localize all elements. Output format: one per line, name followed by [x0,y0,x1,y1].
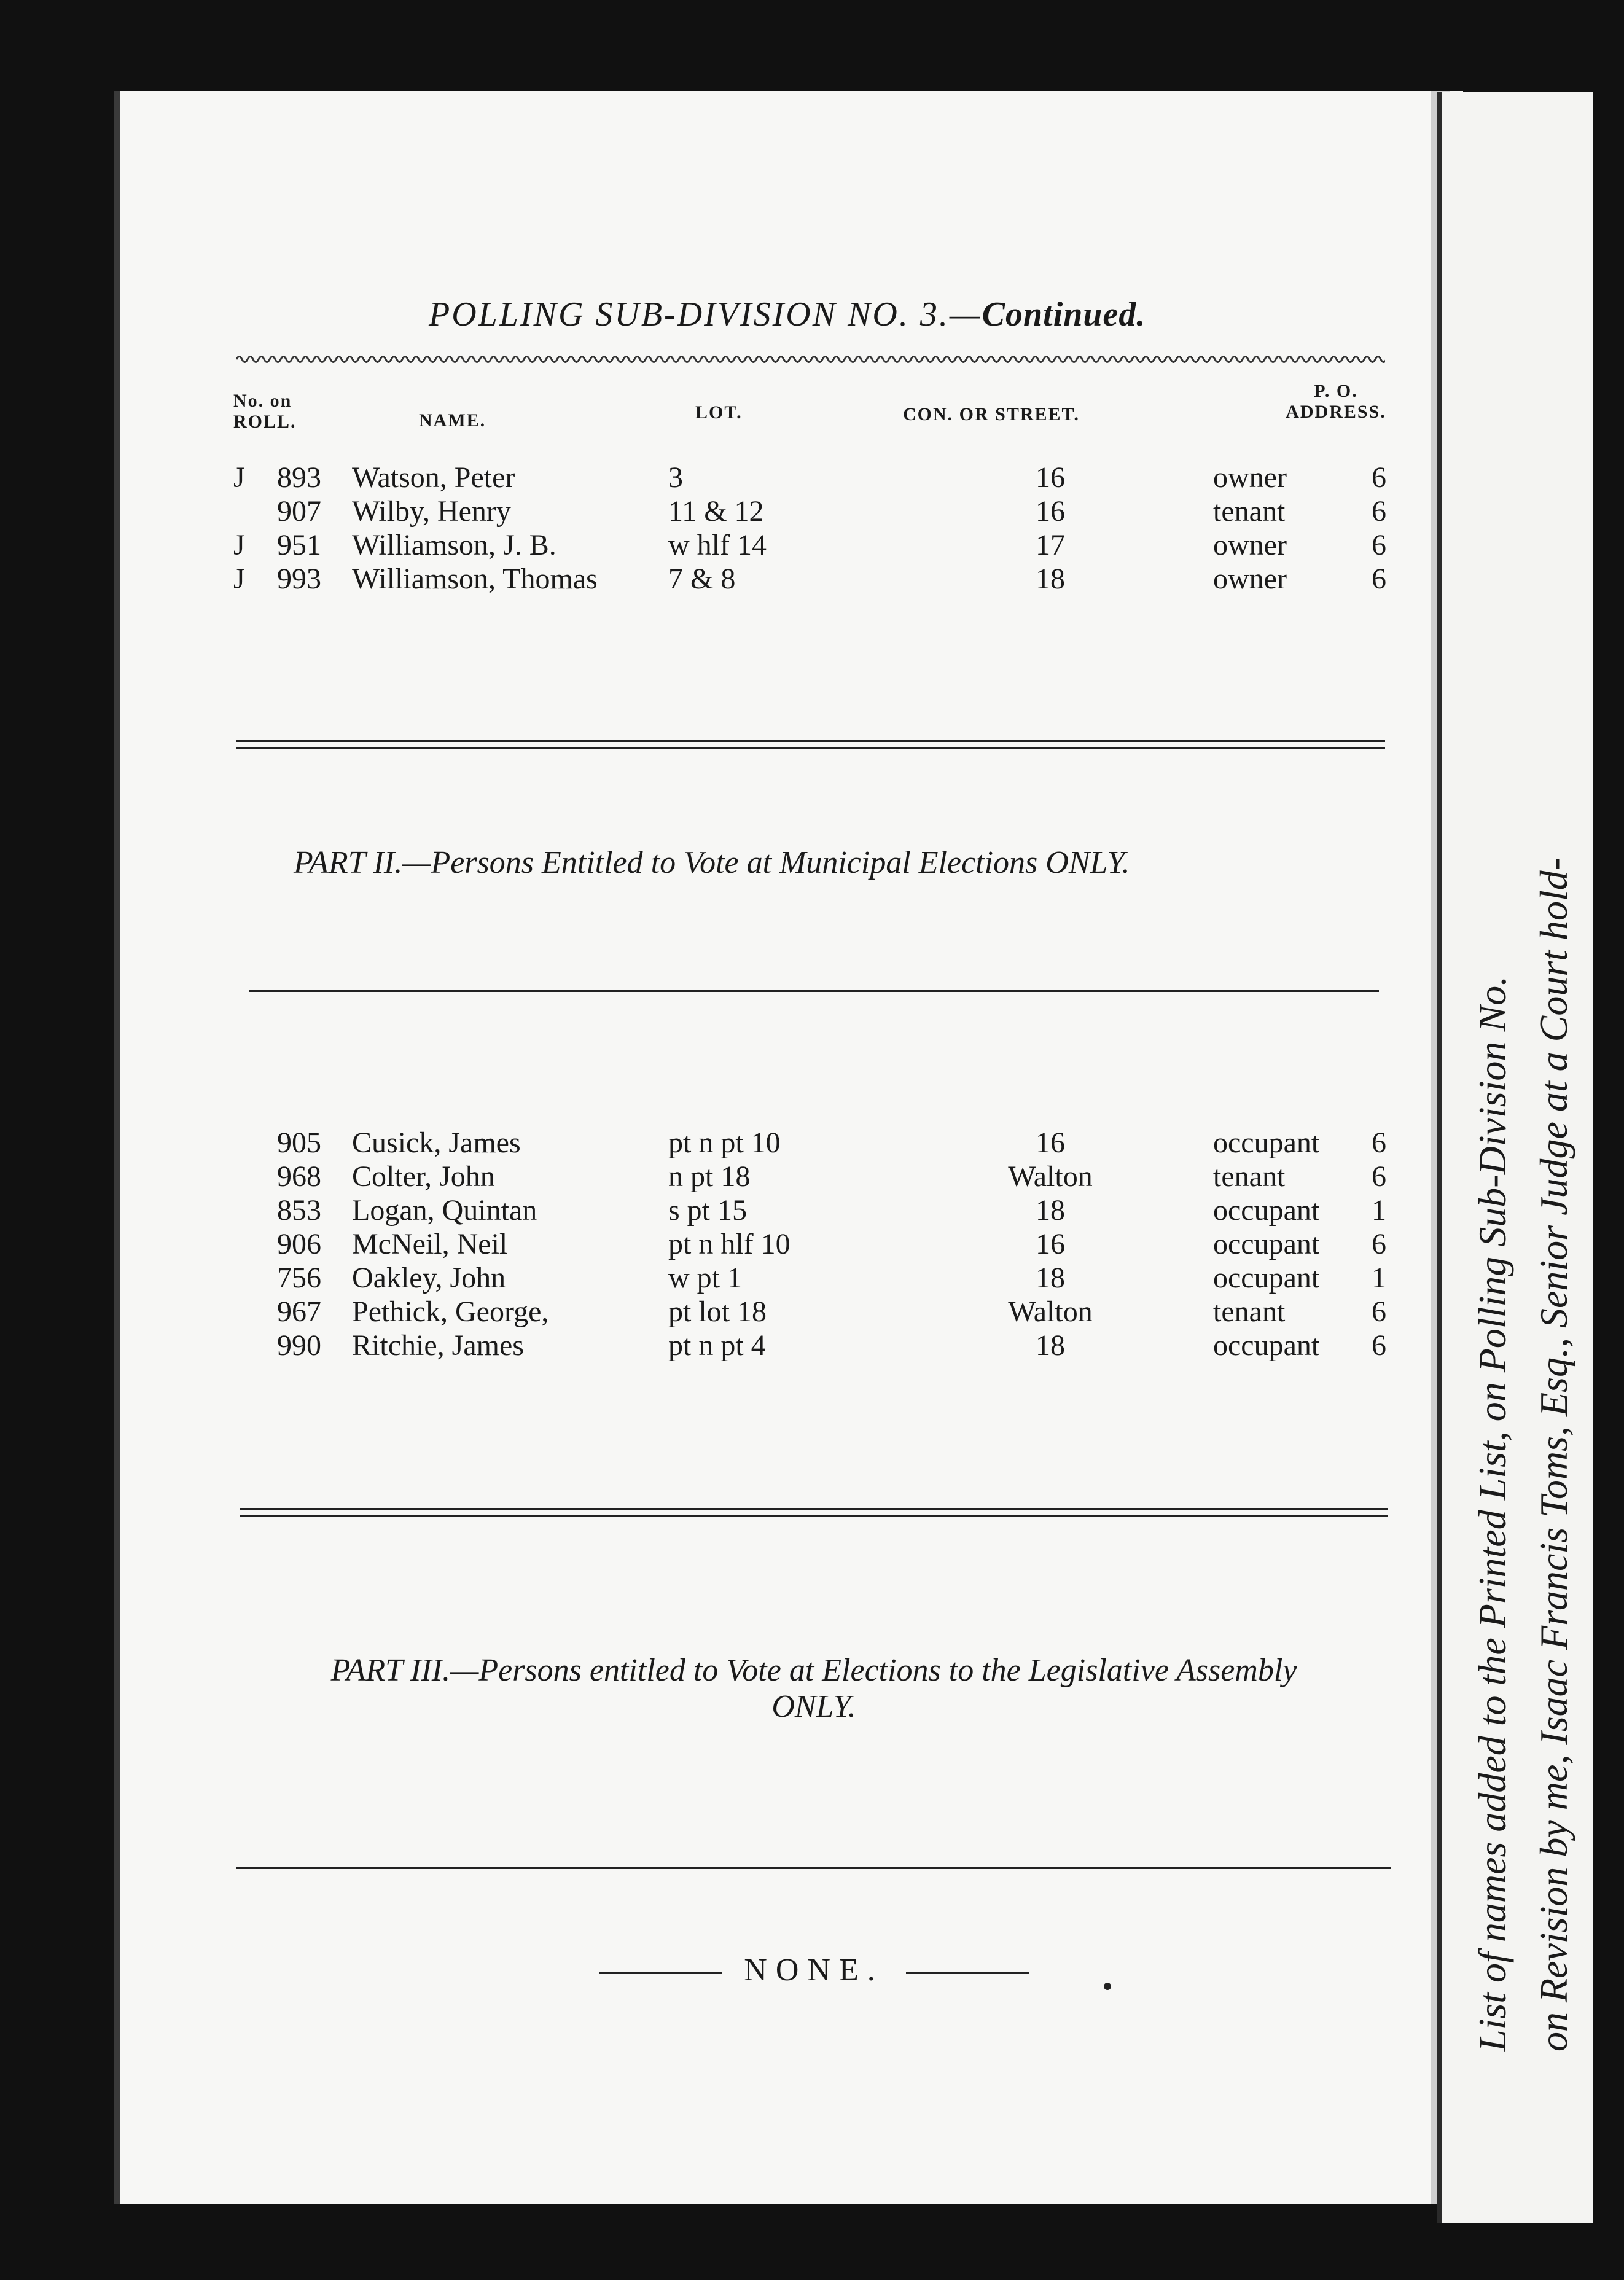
header-roll [233,391,301,432]
voter-name: Cusick, James [352,1126,521,1159]
status-cell: occupant [1213,1329,1320,1362]
side-rotated-text [1462,25,1603,2052]
lot-cell: pt n hlf 10 [668,1228,791,1260]
status-cell: owner [1213,461,1287,494]
roll-number: 906 [277,1228,321,1260]
double-rule-2 [240,1508,1388,1517]
po-address-cell: 6 [1372,461,1386,494]
voter-name: Williamson, Thomas [352,563,598,595]
status-cell: owner [1213,529,1287,561]
lot-cell: pt n pt 4 [668,1329,766,1362]
status-cell: occupant [1213,1126,1320,1159]
roll-number: 967 [277,1295,321,1328]
po-address-cell: 6 [1372,1228,1386,1260]
lot-cell: 7 & 8 [668,563,736,595]
header-name: NAME. [419,410,486,431]
roll-number: 905 [277,1126,321,1159]
po-address-cell: 6 [1372,495,1386,528]
po-address-cell: 6 [1372,563,1386,595]
part3-heading [233,1652,1394,1725]
con-cell: 18 [1036,1329,1065,1362]
voter-name: Pethick, George, [352,1295,549,1328]
roll-number: 853 [277,1194,321,1227]
header-po-label: P. O. ADDRESS. [1286,381,1386,422]
header-roll-label: No. on ROLL. [233,391,297,432]
po-address-cell: 1 [1372,1262,1386,1294]
roll-number: 968 [277,1160,321,1193]
lot-cell: 11 & 12 [668,495,764,528]
status-cell: occupant [1213,1228,1320,1260]
po-address-cell: 6 [1372,1295,1386,1328]
voter-name: Wilby, Henry [352,495,511,528]
lot-cell: n pt 18 [668,1160,751,1193]
double-rule-1 [236,740,1385,749]
roll-number: 993 [277,563,321,595]
roll-prefix: J [233,529,245,561]
con-cell: Walton [1008,1295,1093,1328]
con-cell: 16 [1036,1126,1065,1159]
header-lot: LOT. [695,402,743,423]
roll-number: 907 [277,495,321,528]
page-title [429,295,1146,334]
side-line-2: on Revision by me, Isaac Francis Toms, Esq., Senior Judge at a Court hold- [1532,857,1575,2052]
roll-number: 951 [277,529,321,561]
roll-number: 756 [277,1262,321,1294]
part3-heading-line2: ONLY. [771,1689,856,1724]
voter-name: McNeil, Neil [352,1228,508,1260]
con-cell: 16 [1036,1228,1065,1260]
none-text: NONE. [599,1952,1029,1988]
con-cell: 16 [1036,495,1065,528]
lot-cell: 3 [668,461,683,494]
title-continued: Continued. [982,295,1146,334]
po-address-cell: 6 [1372,1160,1386,1193]
voter-name: Watson, Peter [352,461,515,494]
roll-number: 990 [277,1329,321,1362]
roll-number: 893 [277,461,321,494]
con-cell: 16 [1036,461,1065,494]
roll-prefix: J [233,461,245,494]
part2-heading: PART II.—Persons Entitled to Vote at Municipal Elections ONLY. [294,845,1130,880]
lot-cell: pt n pt 10 [668,1126,781,1159]
voter-name: Ritchie, James [352,1329,524,1362]
status-cell: tenant [1213,1160,1286,1193]
voter-name: Colter, John [352,1160,495,1193]
po-address-cell: 6 [1372,1329,1386,1362]
title-main: POLLING SUB-DIVISION NO. 3.— [429,295,982,334]
con-cell: 18 [1036,563,1065,595]
con-cell: Walton [1008,1160,1093,1193]
voter-name: Logan, Quintan [352,1194,537,1227]
status-cell: tenant [1213,495,1286,528]
side-line-1: List of names added to the Printed List, on Polling Sub-Division No. [1470,975,1514,2052]
wavy-rule [236,350,1385,369]
status-cell: owner [1213,563,1287,595]
lot-cell: pt lot 18 [668,1295,767,1328]
voter-name: Oakley, John [352,1262,506,1294]
con-cell: 17 [1036,529,1065,561]
ink-dot [1104,1983,1111,1990]
po-address-cell: 6 [1372,529,1386,561]
rule-part2 [249,990,1379,992]
po-address-cell: 6 [1372,1126,1386,1159]
header-con: CON. OR STREET. [903,404,1080,424]
lot-cell: w hlf 14 [668,529,767,561]
lot-cell: w pt 1 [668,1262,742,1294]
con-cell: 18 [1036,1262,1065,1294]
po-address-cell: 1 [1372,1194,1386,1227]
con-cell: 18 [1036,1194,1065,1227]
rule-part3 [236,1867,1391,1869]
status-cell: tenant [1213,1295,1286,1328]
roll-prefix: J [233,563,245,595]
status-cell: occupant [1213,1262,1320,1294]
part3-heading-line1: PART III.—Persons entitled to Vote at Elections to the Legislative Assembly [330,1653,1297,1688]
header-po [1281,381,1391,423]
voter-name: Williamson, J. B. [352,529,556,561]
lot-cell: s pt 15 [668,1194,748,1227]
status-cell: occupant [1213,1194,1320,1227]
